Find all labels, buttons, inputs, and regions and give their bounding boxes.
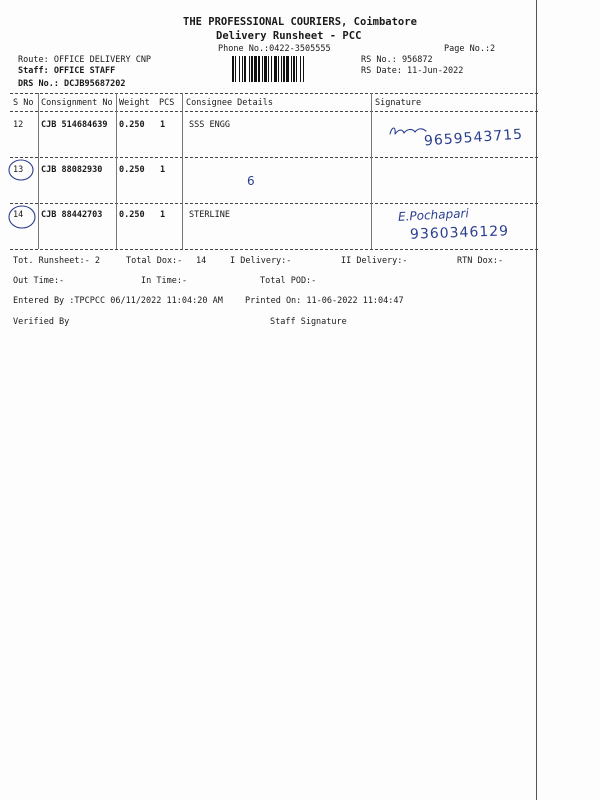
i-delivery: I Delivery:- [230,256,292,266]
row-pcs: 1 [160,210,166,220]
page-edge-line [536,0,537,800]
column-divider [371,93,372,249]
entered-by: Entered By :TPCPCC 06/11/2022 11:04:20 AM [13,296,223,306]
row-pcs: 1 [160,165,166,175]
row-pcs: 1 [160,120,166,130]
row-consignment: CJB 514684639 [41,120,108,130]
rs-date: RS Date: 11-Jun-2022 [361,66,464,76]
ii-delivery: II Delivery:- [341,256,408,266]
staff-signature: Staff Signature [270,317,347,327]
handwritten-phone-number: 9360346129 [409,223,510,243]
phone-number: Phone No.:0422-3505555 [218,44,331,54]
row-divider [10,203,538,204]
row-weight: 0.250 [119,120,145,130]
tot-runsheet: Tot. Runsheet:- 2 [13,256,100,266]
col-header-pcs: PCS [159,98,175,108]
barcode-image [232,56,336,82]
rtn-dox: RTN Dox:- [457,256,504,266]
row-weight: 0.250 [119,210,145,220]
verified-by: Verified By [13,317,70,327]
row-sno: 14 [13,210,24,220]
row-consignment: CJB 88082930 [41,165,103,175]
route: Route: OFFICE DELIVERY CNP [18,55,152,65]
col-header-sno: S No [13,98,34,108]
column-divider [182,93,183,249]
out-time: Out Time:- [13,276,65,286]
company-name: THE PROFESSIONAL COURIERS, Coimbatore [183,16,417,28]
handwritten-mark: 6 [247,174,255,188]
row-sno: 13 [13,165,24,175]
document-title: Delivery Runsheet - PCC [216,30,362,42]
drs-number: DRS No.: DCJB95687202 [18,79,126,89]
page-number: Page No.:2 [444,44,496,54]
table-header-rule [10,111,538,112]
row-consignee: STERLINE [189,210,230,220]
row-weight: 0.250 [119,165,145,175]
printed-on: Printed On: 11-06-2022 11:04:47 [245,296,404,306]
col-header-weight: Weight [119,98,150,108]
in-time: In Time:- [141,276,188,286]
table-top-rule [10,93,538,94]
rs-number: RS No.: 956872 [361,55,433,65]
handwritten-signature-mark [388,122,428,142]
total-dox-value: 14 [196,256,207,266]
handwritten-phone-number: 9659543715 [423,126,524,150]
row-consignment: CJB 88442703 [41,210,103,220]
column-divider [38,93,39,249]
total-pod: Total POD:- [260,276,317,286]
column-divider [116,93,117,249]
staff: Staff: OFFICE STAFF [18,66,116,76]
table-bottom-rule [10,249,538,250]
col-header-signature: Signature [375,98,422,108]
col-header-consignee: Consignee Details [186,98,273,108]
col-header-consignment: Consignment No [41,98,113,108]
handwritten-receiver-name: E.Pochapari [397,206,470,224]
total-dox-label: Total Dox:- [126,256,183,266]
row-consignee: SSS ENGG [189,120,230,130]
row-divider [10,157,538,158]
row-sno: 12 [13,120,24,130]
